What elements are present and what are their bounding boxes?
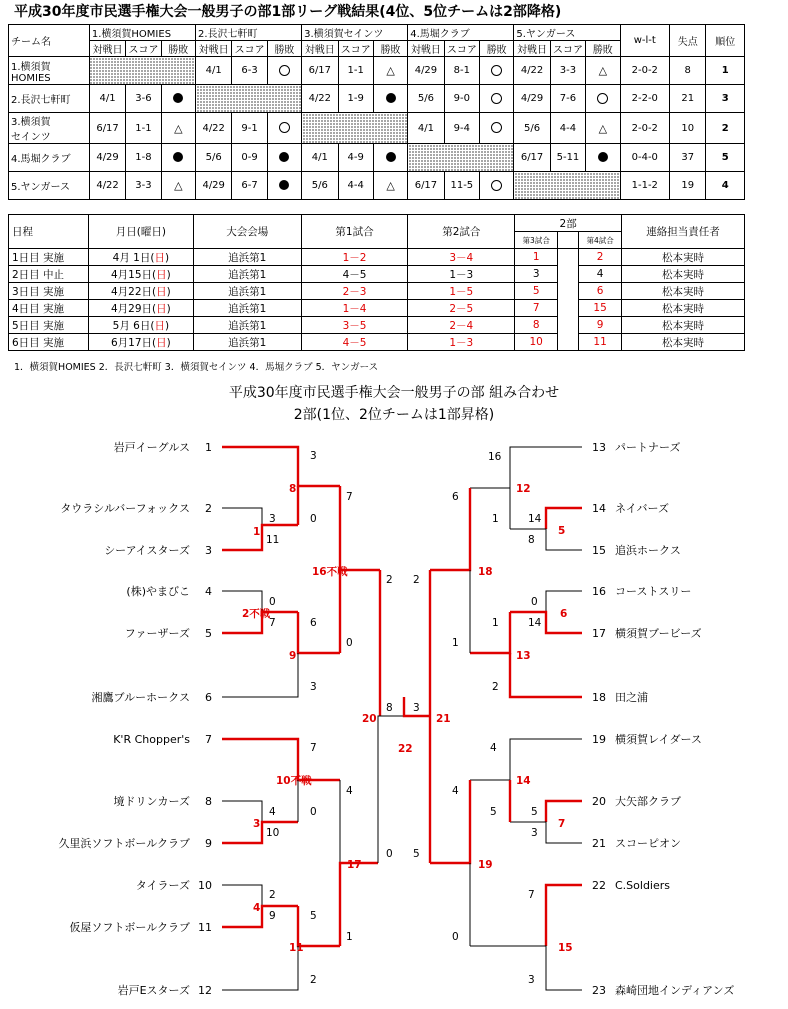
schedule-game1: 2－3 — [301, 283, 408, 300]
game-score: 0 — [310, 806, 317, 818]
match-date: 5/6 — [196, 144, 232, 172]
wlt-record: 2-0-2 — [620, 57, 670, 85]
game-score: 10 — [266, 827, 280, 839]
game-score: 7 — [310, 742, 317, 754]
header-rank: 順位 — [706, 25, 745, 57]
right-team-number: 15 — [592, 544, 606, 557]
subheader-5-0: 対戦日 — [514, 41, 550, 57]
schedule-venue: 追浜第1 — [193, 300, 301, 317]
game-score: 1 — [492, 617, 499, 629]
schedule-contact: 松本実時 — [622, 266, 745, 283]
winner-path-line — [222, 447, 340, 486]
right-team-number: 16 — [592, 585, 606, 598]
match-date: 5/6 — [302, 172, 338, 200]
match-score: 1-1 — [126, 113, 161, 144]
left-team-number: 5 — [205, 627, 212, 640]
match-score: 3-3 — [550, 57, 585, 85]
league-team-name: 3.横須賀 セインツ — [9, 113, 90, 144]
subheader-3-1: スコア — [338, 41, 373, 57]
left-team-number: 12 — [198, 984, 212, 997]
schedule-game4: 6 — [579, 283, 622, 300]
game-number-label: 14 — [516, 775, 531, 787]
match-score: 6-7 — [232, 172, 267, 200]
weekday: 日 — [156, 268, 167, 281]
schedule-game1: 4－5 — [301, 334, 408, 351]
subheader-3-2: 勝敗 — [373, 41, 407, 57]
match-score: 3-6 — [126, 85, 161, 113]
league-team-name: 2.長沢七軒町 — [9, 85, 90, 113]
match-score: 6-3 — [232, 57, 267, 85]
winner-path-line — [470, 612, 510, 653]
right-team-name: C.Soldiers — [615, 879, 671, 892]
schedule-game2: 3－4 — [408, 249, 515, 266]
right-team-name: ネイバーズ — [615, 502, 670, 515]
game-number-label: 9 — [289, 650, 297, 662]
header-col-team-3: 3.横須賀セインツ — [302, 25, 408, 41]
weekday: 日 — [156, 336, 167, 349]
weekday: 日 — [154, 251, 165, 264]
bracket-line — [510, 529, 582, 550]
right-team-number: 21 — [592, 837, 606, 850]
game-score: 9 — [269, 910, 276, 922]
left-team-number: 1 — [205, 441, 212, 454]
header-game2: 第2試合 — [408, 215, 515, 249]
left-team-name: (株)やまびこ — [126, 585, 190, 598]
game-score: 2 — [269, 889, 276, 901]
match-score: 7-6 — [550, 85, 585, 113]
wlt-record: 1-1-2 — [620, 172, 670, 200]
match-score: 0-9 — [232, 144, 267, 172]
schedule-date: 4月22日(日) — [88, 283, 193, 300]
schedule-contact: 松本実時 — [622, 249, 745, 266]
match-date: 4/1 — [196, 57, 232, 85]
game-number-label: 21 — [436, 713, 451, 725]
game-score: 7 — [269, 617, 276, 629]
subheader-2-1: スコア — [232, 41, 267, 57]
game-number-label: 18 — [478, 566, 493, 578]
match-date: 4/29 — [408, 57, 444, 85]
match-date: 4/22 — [196, 113, 232, 144]
game-number-label: 10不戦 — [276, 775, 312, 787]
match-date: 4/1 — [302, 144, 338, 172]
game-number-label: 12 — [516, 483, 531, 495]
winner-path-line — [546, 885, 582, 946]
game-score: 8 — [528, 534, 535, 546]
right-team-name: 田之浦 — [615, 691, 648, 704]
right-team-number: 20 — [592, 795, 606, 808]
right-team-number: 23 — [592, 984, 606, 997]
game-number-label: 16不戦 — [312, 566, 348, 578]
game-score: 14 — [528, 513, 542, 525]
left-team-number: 6 — [205, 691, 212, 704]
schedule-game4: 4 — [579, 266, 622, 283]
wlt-record: 2-0-2 — [620, 113, 670, 144]
subheader-2-2: 勝敗 — [267, 41, 301, 57]
game-number-label: 6 — [560, 608, 568, 620]
game-score: 2 — [386, 574, 393, 586]
game-score: 3 — [310, 450, 317, 462]
header-col-team-5: 5.ヤンガース — [514, 25, 620, 41]
right-team-name: 横須賀レイダース — [615, 733, 702, 746]
right-team-name: 追浜ホークス — [615, 544, 681, 557]
game-score: 3 — [269, 513, 276, 525]
bracket-line — [470, 447, 582, 488]
right-team-name: 横須賀ブービーズ — [615, 627, 702, 640]
schedule-date: 4月29日(日) — [88, 300, 193, 317]
league-team-name: 5.ヤンガース — [9, 172, 90, 200]
schedule-game4: 2 — [579, 249, 622, 266]
game-score: 4 — [452, 785, 459, 797]
schedule-venue: 追浜第1 — [193, 334, 301, 351]
game-score: 1 — [452, 637, 459, 649]
match-score: 5-11 — [550, 144, 585, 172]
points-allowed: 19 — [670, 172, 706, 200]
schedule-game3: 3 — [515, 266, 558, 283]
left-team-name: タウラシルバーフォックス — [60, 502, 190, 515]
left-team-name: 仮屋ソフトボールクラブ — [69, 921, 190, 934]
game-score: 6 — [452, 491, 459, 503]
schedule-date: 4月 1日(日) — [88, 249, 193, 266]
schedule-date: 4月15日(日) — [88, 266, 193, 283]
game-number-label: 4 — [253, 902, 261, 914]
header-date: 月日(曜日) — [88, 215, 193, 249]
schedule-game3: 1 — [515, 249, 558, 266]
schedule-game3: 7 — [515, 300, 558, 317]
game-score: 1 — [346, 931, 353, 943]
header-contact: 連絡担当責任者 — [622, 215, 745, 249]
schedule-venue: 追浜第1 — [193, 266, 301, 283]
match-date: 4/22 — [89, 172, 125, 200]
points-allowed: 8 — [670, 57, 706, 85]
schedule-contact: 松本実時 — [622, 300, 745, 317]
match-date: 5/6 — [408, 85, 444, 113]
game-score: 3 — [413, 702, 420, 714]
schedule-contact: 松本実時 — [622, 283, 745, 300]
right-team-number: 22 — [592, 879, 606, 892]
left-team-number: 3 — [205, 544, 212, 557]
rank: 3 — [706, 85, 745, 113]
schedule-game1: 1－2 — [301, 249, 408, 266]
game-score: 4 — [346, 785, 353, 797]
bracket-line — [510, 822, 582, 843]
points-allowed: 10 — [670, 113, 706, 144]
match-score: 1-1 — [338, 57, 373, 85]
match-score: 9-0 — [444, 85, 479, 113]
schedule-day: 4日目 実施 — [9, 300, 89, 317]
rank: 1 — [706, 57, 745, 85]
subheader-2-0: 対戦日 — [196, 41, 232, 57]
bracket-title: 平成30年度市民選手権大会一般男子の部 組み合わせ — [228, 385, 560, 401]
match-score: 8-1 — [444, 57, 479, 85]
left-team-name: 久里浜ソフトボールクラブ — [58, 837, 190, 850]
game-score: 0 — [531, 596, 538, 608]
schedule-game2: 1－3 — [408, 266, 515, 283]
schedule-game1: 3－5 — [301, 317, 408, 334]
header-game4: 第4試合 — [579, 232, 622, 249]
game-score: 7 — [528, 889, 535, 901]
schedule-day: 1日目 実施 — [9, 249, 89, 266]
game-score: 8 — [386, 702, 393, 714]
schedule-day: 6日目 実施 — [9, 334, 89, 351]
schedule-game4: 15 — [579, 300, 622, 317]
game-number-label: 11 — [289, 942, 304, 954]
game-score: 0 — [386, 848, 393, 860]
bracket-subtitle: 2部(1位、2位チームは1部昇格) — [293, 407, 495, 423]
schedule-game3: 10 — [515, 334, 558, 351]
points-allowed: 37 — [670, 144, 706, 172]
subheader-3-0: 対戦日 — [302, 41, 338, 57]
weekday: 日 — [154, 319, 165, 332]
rank: 5 — [706, 144, 745, 172]
game-score: 7 — [346, 491, 353, 503]
left-team-name: K'R Chopper's — [113, 733, 190, 746]
left-team-number: 11 — [198, 921, 212, 934]
game-score: 5 — [413, 848, 420, 860]
game-number-label: 17 — [347, 859, 362, 871]
game-number-label: 19 — [478, 859, 493, 871]
match-date: 6/17 — [89, 113, 125, 144]
right-team-name: 森崎団地インディアンズ — [615, 984, 735, 997]
match-date: 4/29 — [196, 172, 232, 200]
schedule-game1: 1－4 — [301, 300, 408, 317]
header-div2: 2部 — [515, 215, 622, 232]
left-team-number: 10 — [198, 879, 212, 892]
match-score: 4-4 — [338, 172, 373, 200]
subheader-1-2: 勝敗 — [161, 41, 195, 57]
team-list-note: 1．横須賀HOMIES 2．長沢七軒町 3．横須賀セインツ 4．馬堀クラブ 5．ヤンガース — [14, 362, 379, 373]
winner-path-line — [430, 488, 470, 570]
match-score: 1-9 — [338, 85, 373, 113]
schedule-date: 5月 6日(日) — [88, 317, 193, 334]
game-score: 4 — [490, 742, 497, 754]
game-score: 4 — [269, 806, 276, 818]
schedule-venue: 追浜第1 — [193, 249, 301, 266]
schedule-contact: 松本実時 — [622, 317, 745, 334]
bracket-line — [222, 653, 298, 697]
right-team-number: 13 — [592, 441, 606, 454]
right-team-number: 17 — [592, 627, 606, 640]
left-team-name: ファーザーズ — [124, 627, 190, 640]
header-venue: 大会会場 — [193, 215, 301, 249]
game-score: 3 — [531, 827, 538, 839]
game-score: 2 — [310, 974, 317, 986]
right-team-name: スコーピオン — [615, 837, 681, 850]
match-score: 3-3 — [126, 172, 161, 200]
left-team-name: タイラーズ — [135, 879, 190, 892]
subheader-5-1: スコア — [550, 41, 585, 57]
subheader-4-0: 対戦日 — [408, 41, 444, 57]
bracket-line — [470, 739, 582, 780]
tie-icon: △ — [174, 121, 183, 135]
left-team-number: 7 — [205, 733, 212, 746]
subheader-1-0: 対戦日 — [89, 41, 125, 57]
rank: 2 — [706, 113, 745, 144]
game-number-label: 1 — [253, 526, 261, 538]
wlt-record: 0-4-0 — [620, 144, 670, 172]
game-score: 0 — [269, 596, 276, 608]
header-game1: 第1試合 — [301, 215, 408, 249]
tie-icon: △ — [174, 179, 183, 192]
game-score: 6 — [310, 617, 317, 629]
game-score: 5 — [531, 806, 538, 818]
match-date: 4/22 — [302, 85, 338, 113]
match-score: 1-8 — [126, 144, 161, 172]
tie-icon: △ — [598, 121, 608, 135]
game-score: 0 — [310, 513, 317, 525]
game-number-label: 7 — [558, 818, 566, 830]
left-team-name: 岩戸イーグルス — [113, 441, 190, 454]
subheader-4-2: 勝敗 — [480, 41, 514, 57]
subheader-1-1: スコア — [126, 41, 161, 57]
header-col-team-4: 4.馬堀クラブ — [408, 25, 514, 41]
match-score: 11-5 — [444, 172, 479, 200]
left-team-name: 岩戸Eスターズ — [117, 984, 190, 997]
match-date: 6/17 — [514, 144, 550, 172]
winner-path-line — [430, 780, 470, 863]
match-date: 4/1 — [89, 85, 125, 113]
match-date: 6/17 — [302, 57, 338, 85]
wlt-record: 2-2-0 — [620, 85, 670, 113]
schedule-contact: 松本実時 — [622, 334, 745, 351]
tie-icon: △ — [386, 179, 395, 192]
match-date: 4/22 — [514, 57, 550, 85]
game-score: 3 — [528, 974, 535, 986]
header-game3: 第3試合 — [515, 232, 558, 249]
winner-path-line — [222, 739, 340, 780]
left-team-number: 8 — [205, 795, 212, 808]
tie-icon: △ — [386, 64, 395, 77]
rank: 4 — [706, 172, 745, 200]
match-date: 4/1 — [408, 113, 444, 144]
league-title: 平成30年度市民選手権大会一般男子の部1部リーグ戦結果(4位、5位チームは2部降格) — [14, 4, 562, 20]
schedule-day: 5日目 実施 — [9, 317, 89, 334]
schedule-game2: 2－5 — [408, 300, 515, 317]
schedule-day: 2日目 中止 — [9, 266, 89, 283]
bracket-line — [378, 716, 404, 863]
left-team-number: 4 — [205, 585, 212, 598]
game-score: 5 — [310, 910, 317, 922]
right-team-name: コーストスリー — [615, 585, 692, 598]
match-score: 9-4 — [444, 113, 479, 144]
game-number-label: 20 — [362, 713, 377, 725]
schedule-game2: 2－4 — [408, 317, 515, 334]
game-score: 0 — [452, 931, 459, 943]
schedule-venue: 追浜第1 — [193, 283, 301, 300]
points-allowed: 21 — [670, 85, 706, 113]
right-team-name: 大矢部クラブ — [615, 795, 681, 808]
schedule-game4: 9 — [579, 317, 622, 334]
header-team: チーム名 — [9, 25, 90, 57]
schedule-game2: 1－5 — [408, 283, 515, 300]
game-number-label: 13 — [516, 650, 531, 662]
match-date: 6/17 — [408, 172, 444, 200]
game-score: 11 — [266, 534, 280, 546]
game-number-label: 22 — [398, 743, 413, 755]
game-score: 5 — [490, 806, 497, 818]
league-team-name: 1.横須賀 HOMIES — [9, 57, 90, 85]
match-date: 5/6 — [514, 113, 550, 144]
schedule-venue: 追浜第1 — [193, 317, 301, 334]
right-team-number: 14 — [592, 502, 606, 515]
game-score: 16 — [488, 451, 502, 463]
game-number-label: 8 — [289, 483, 297, 495]
match-score: 4-4 — [550, 113, 585, 144]
schedule-date: 6月17日(日) — [88, 334, 193, 351]
winner-path-line — [298, 906, 340, 946]
right-team-number: 18 — [592, 691, 606, 704]
left-team-number: 9 — [205, 837, 212, 850]
header-wlt: w-l-t — [620, 25, 670, 57]
left-team-name: 境ドリンカーズ — [113, 795, 190, 808]
left-team-name: 湘鷹ブルーホークス — [91, 691, 190, 704]
game-score: 3 — [310, 681, 317, 693]
schedule-day: 3日目 実施 — [9, 283, 89, 300]
bracket-line — [222, 946, 298, 990]
right-team-number: 19 — [592, 733, 606, 746]
game-number-label: 2不戦 — [242, 608, 271, 620]
schedule-game4: 11 — [579, 334, 622, 351]
match-date: 4/29 — [89, 144, 125, 172]
schedule-game1: 4－5 — [301, 266, 408, 283]
game-score: 0 — [346, 637, 353, 649]
league-team-name: 4.馬堀クラブ — [9, 144, 90, 172]
schedule-game2: 1－3 — [408, 334, 515, 351]
schedule-game3: 5 — [515, 283, 558, 300]
game-score: 2 — [492, 681, 499, 693]
header-col-team-1: 1.横須賀HOMIES — [89, 25, 195, 41]
subheader-5-2: 勝敗 — [586, 41, 620, 57]
right-team-name: パートナーズ — [615, 441, 681, 454]
game-score: 2 — [413, 574, 420, 586]
schedule-game3: 8 — [515, 317, 558, 334]
tie-icon: △ — [598, 64, 608, 77]
weekday: 日 — [156, 285, 167, 298]
left-team-name: シーアイスターズ — [104, 544, 190, 557]
game-number-label: 3 — [253, 818, 261, 830]
game-number-label: 15 — [558, 942, 573, 954]
winner-path-line — [298, 612, 340, 653]
match-score: 9-1 — [232, 113, 267, 144]
game-score: 1 — [492, 513, 499, 525]
match-score: 4-9 — [338, 144, 373, 172]
header-col-team-2: 2.長沢七軒町 — [196, 25, 302, 41]
subheader-4-1: スコア — [444, 41, 479, 57]
game-number-label: 5 — [558, 525, 566, 537]
weekday: 日 — [156, 302, 167, 315]
left-team-number: 2 — [205, 502, 212, 515]
match-date: 4/29 — [514, 85, 550, 113]
header-points: 失点 — [670, 25, 706, 57]
header-day: 日程 — [9, 215, 89, 249]
game-score: 14 — [528, 617, 542, 629]
bracket-line — [222, 508, 262, 525]
winner-path-line — [510, 612, 582, 633]
